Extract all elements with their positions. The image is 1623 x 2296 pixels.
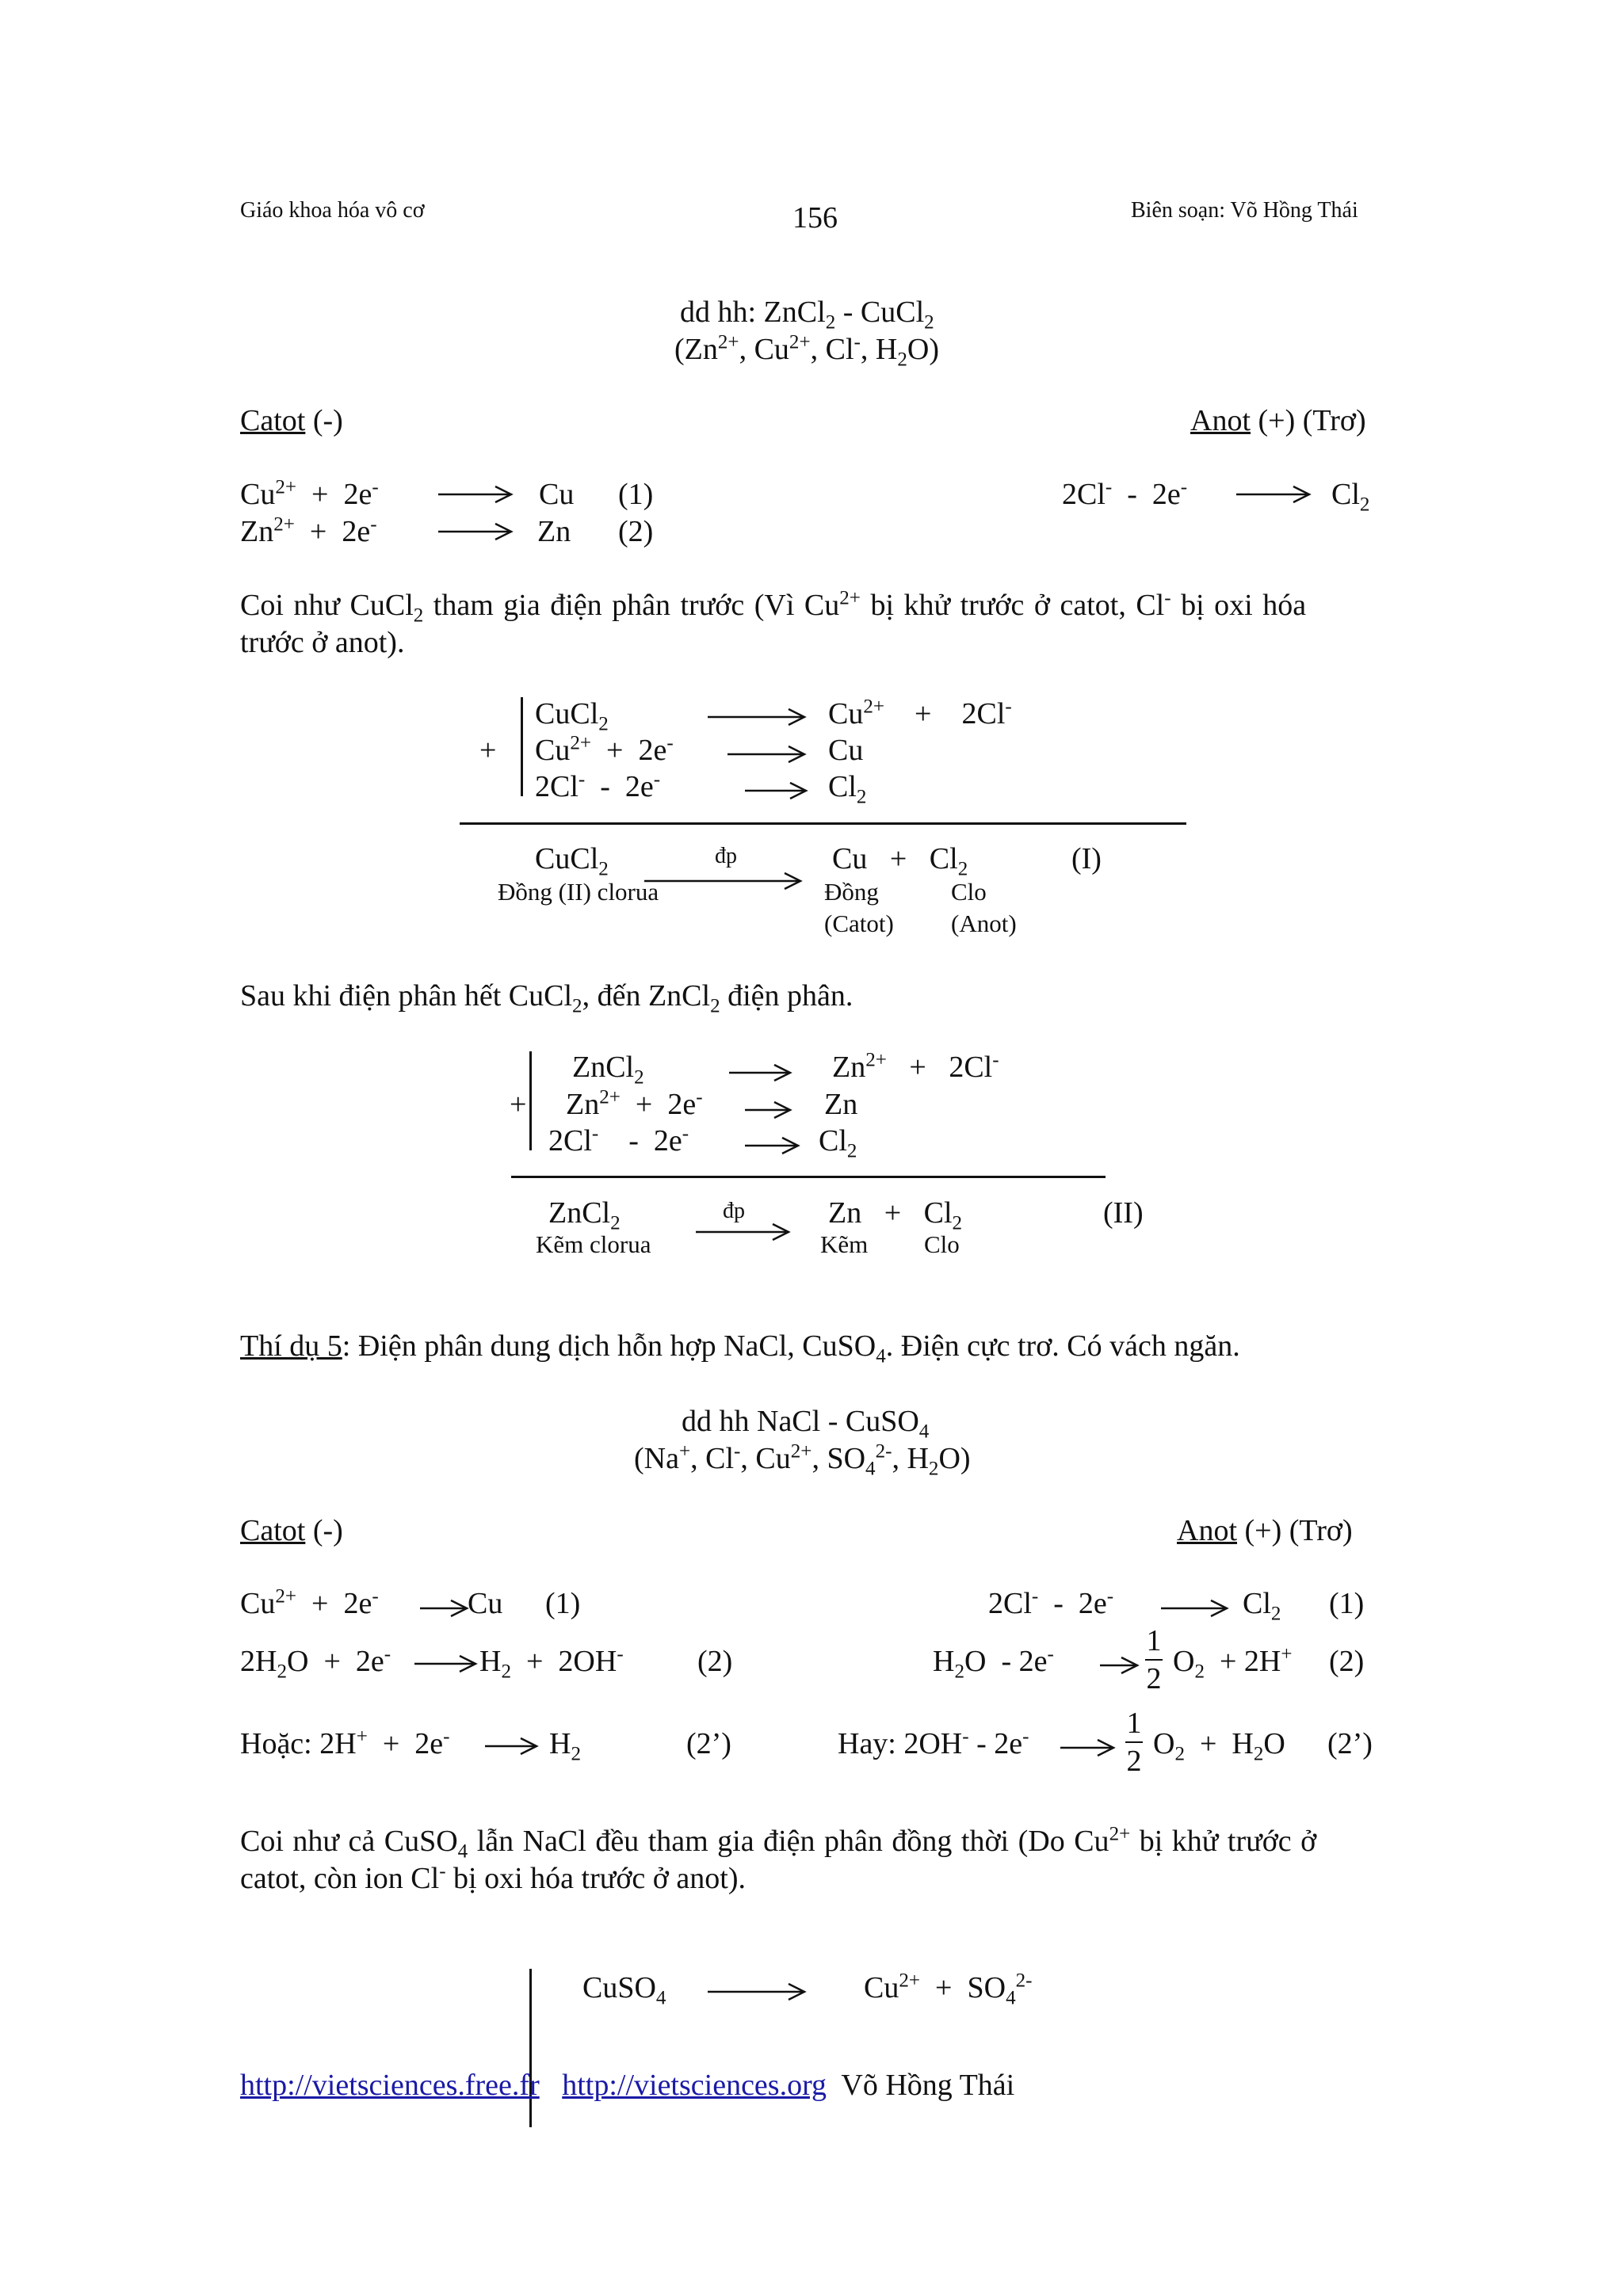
b1-row2-left: $Cu^{2+} + 2e^-$ <box>535 732 674 767</box>
section3-title: dd hh NaCl - CuSO$_4$ <box>682 1405 930 1443</box>
b3-row1-right: $Cu^{2+} + SO_4^{2-}$ <box>864 1970 1033 2009</box>
bracket-bar <box>529 1051 532 1150</box>
s3-cathode-eq-1: $Cu^{2+} + 2e^-$ <box>240 1585 379 1620</box>
b3-row1-left: CuSO$_4$ <box>582 1971 666 2009</box>
b2-name-left: Kẽm clorua <box>536 1230 651 1258</box>
s3-cathode-product-3: $H_2$ <box>549 1727 581 1765</box>
arrow <box>438 485 514 504</box>
arrow <box>727 745 807 764</box>
arrow <box>438 522 514 541</box>
catot-heading-1: Catot (-) <box>240 404 343 437</box>
cathode-num-2: (2) <box>618 515 654 548</box>
footer <box>240 2070 1014 2100</box>
b1-row2-right: Cu <box>828 734 864 767</box>
cathode-eq-1: $Cu^{2+} + 2e^-$ <box>240 476 379 511</box>
anode-product-1: $Cl_2$ <box>1331 478 1370 516</box>
fraction-one-half: 1 2 <box>1126 1707 1142 1778</box>
paragraph-3: Coi như cả CuSO$_4$ lẫn NaCl đều tham gia điện phân đồng thời (Do $Cu^{2+}$ bị khử trước ở <box>240 1823 1317 1863</box>
sum-plus-1: + <box>479 734 497 767</box>
paragraph-3-cont: catot, còn ion Cl- bị oxi hóa trước ở anot). <box>240 1860 746 1895</box>
b2-row3-left: 2Cl- - 2e- <box>548 1123 689 1158</box>
section1-ions: ($Zn^{2+}$, $Cu^{2+}$, Cl-, $H_2O$) <box>674 331 939 371</box>
b2-dp-label: đp <box>723 1199 745 1223</box>
cathode-num-1: (1) <box>618 478 654 511</box>
b2-name-right-1: Kẽm <box>820 1230 869 1258</box>
b1-name-left: Đồng (II) clorua <box>498 878 659 906</box>
s3-cathode-eq-2: $2H_2O + 2e^-$ <box>240 1643 391 1683</box>
b1-name-right-1: Đồng <box>824 878 879 906</box>
b2-row2-right: Zn <box>824 1088 858 1121</box>
b1-sum-num: (I) <box>1071 842 1102 875</box>
example-5: Thí dụ 5: Điện phân dung dịch hỗn hợp NaCl, CuSO$_4$. Điện cực trơ. Có vách ngăn. <box>240 1329 1240 1367</box>
arrow <box>745 781 808 800</box>
catot-heading-2: Catot (-) <box>240 1514 343 1547</box>
arrow <box>745 1136 800 1155</box>
b1-row1-left: CuCl$_2$ <box>535 697 609 735</box>
cathode-product-1: Cu <box>539 478 575 511</box>
s3-cathode-num-3: (2’) <box>686 1727 731 1760</box>
s3-anode-product-3: $O_2 + H_2O$ <box>1153 1727 1285 1765</box>
arrow <box>485 1737 539 1756</box>
b1-sum-right: $Cu + Cl_2$ <box>832 842 968 880</box>
sum-line <box>511 1176 1106 1178</box>
b2-sum-right: $Zn + Cl_2$ <box>828 1196 963 1234</box>
footer-author: Võ Hồng Thái <box>841 2069 1015 2102</box>
arrow <box>696 1222 791 1241</box>
arrow <box>1161 1599 1229 1618</box>
arrow <box>644 871 803 891</box>
b2-sum-left: ZnCl$_2$ <box>548 1196 621 1234</box>
header-right: Biên soạn: Võ Hồng Thái <box>1131 198 1358 223</box>
footer-link-1[interactable]: http://vietsciences.free.fr <box>240 2069 540 2102</box>
section1-title: dd hh: ZnCl$_2$ - CuCl$_2$ <box>680 296 934 334</box>
arrow <box>708 1982 807 2001</box>
anot-heading-1: Anot (+) (Trơ) <box>1190 404 1366 437</box>
s3-cathode-num-2: (2) <box>697 1645 733 1678</box>
footer-link-2[interactable]: http://vietsciences.org <box>562 2069 827 2102</box>
b2-row2-left: $Zn^{2+} + 2e^-$ <box>566 1086 703 1121</box>
page-number: 156 <box>792 201 838 235</box>
header-left: Giáo khoa hóa vô cơ <box>240 198 425 223</box>
paragraph-1: Coi như CuCl$_2$ tham gia điện phân trước (Vì $Cu^{2+}$ bị khử trước ở catot, Cl- bị oxi hóa <box>240 587 1307 627</box>
paragraph-1-cont: trước ở anot). <box>240 626 405 659</box>
b1-electrode-2: (Anot) <box>951 910 1017 937</box>
b1-row3-left: 2Cl- - 2e- <box>535 769 661 803</box>
s3-anode-eq-2: $H_2O - 2e^-$ <box>933 1643 1054 1683</box>
arrow <box>1100 1656 1140 1675</box>
s3-anode-product-2: $O_2 + 2H^+$ <box>1173 1643 1293 1683</box>
bracket-bar <box>521 697 523 796</box>
b1-name-right-2: Clo <box>951 878 987 906</box>
sum-line <box>460 822 1186 825</box>
s3-anode-eq-3: Hay: 2OH- - 2e- <box>838 1726 1029 1760</box>
arrow <box>745 1100 792 1119</box>
s3-cathode-product-1: Cu <box>468 1587 503 1620</box>
anode-eq-1: 2Cl- - 2e- <box>1062 476 1188 511</box>
s3-anode-product-1: $Cl_2$ <box>1243 1587 1281 1625</box>
s3-anode-num-1: (1) <box>1329 1587 1365 1620</box>
cathode-product-2: Zn <box>537 515 571 548</box>
arrow <box>729 1063 792 1082</box>
paragraph-2: Sau khi điện phân hết CuCl$_2$, đến ZnCl$_2$ điện phân. <box>240 979 854 1017</box>
arrow <box>414 1654 478 1673</box>
b1-row3-right: $Cl_2$ <box>828 770 867 808</box>
s3-anode-num-2: (2) <box>1329 1645 1365 1678</box>
s3-cathode-eq-3: Hoặc: 2H+ + 2e- <box>240 1726 450 1760</box>
s3-anode-num-3: (2’) <box>1327 1727 1373 1760</box>
s3-anode-eq-1: 2Cl- - 2e- <box>988 1585 1114 1620</box>
b2-name-right-2: Clo <box>924 1230 960 1258</box>
b2-sum-num: (II) <box>1103 1196 1144 1230</box>
sum-plus-2: + <box>510 1088 527 1121</box>
cathode-eq-2: $Zn^{2+} + 2e^-$ <box>240 513 377 548</box>
b1-sum-left: CuCl$_2$ <box>535 842 609 880</box>
s3-cathode-num-1: (1) <box>545 1587 581 1620</box>
b1-row1-right: $Cu^{2+}$ + 2Cl- <box>828 696 1012 730</box>
b2-row1-right: $Zn^{2+} + 2Cl^-$ <box>832 1049 999 1084</box>
b1-dp-label: đp <box>715 844 737 868</box>
section3-ions: (Na+, Cl-, $Cu^{2+}$, $SO_4^{2-}$, $H_2O$) <box>634 1440 971 1480</box>
b1-electrode-1: (Catot) <box>824 910 894 937</box>
b2-row1-left: ZnCl$_2$ <box>572 1051 644 1089</box>
arrow <box>1236 485 1312 504</box>
arrow <box>708 707 807 727</box>
fraction-one-half: 1 2 <box>1146 1624 1162 1695</box>
bracket-bar <box>529 1969 532 2127</box>
arrow <box>1060 1738 1116 1757</box>
anot-heading-2: Anot (+) (Trơ) <box>1177 1514 1353 1547</box>
b2-row3-right: $Cl_2$ <box>819 1124 857 1162</box>
s3-cathode-product-2: $H_2 + 2OH^-$ <box>479 1643 624 1683</box>
arrow <box>420 1599 469 1618</box>
